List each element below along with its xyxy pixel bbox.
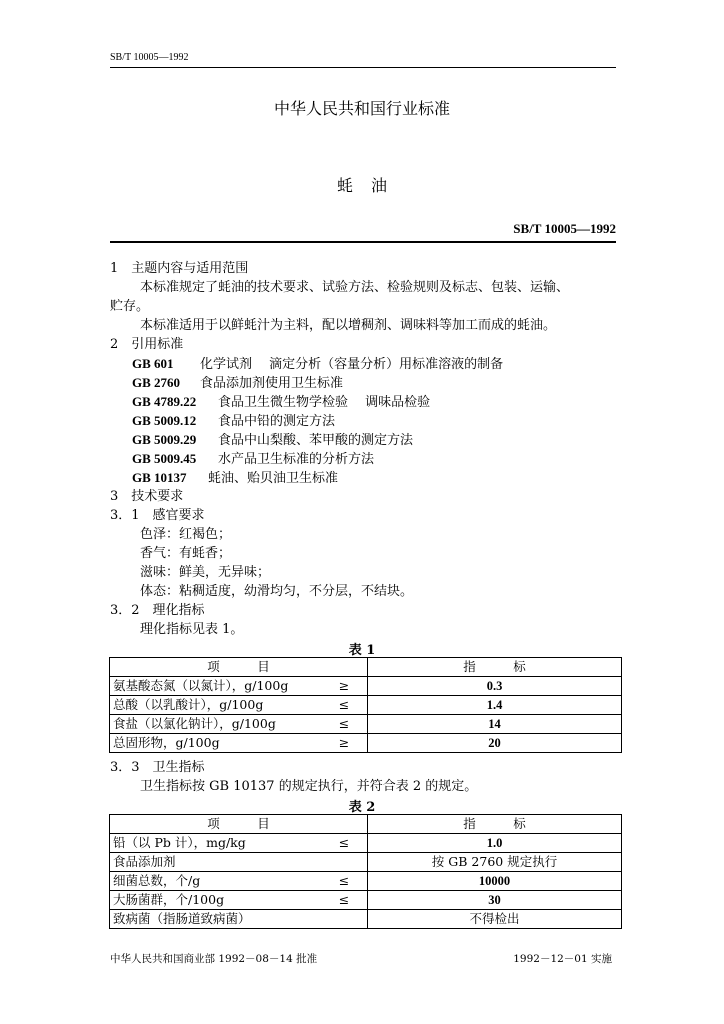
standard-org-title: 中华人民共和国行业标准 [273,99,450,118]
table-row [110,696,622,715]
row-item: 大肠菌群，个/100g [110,891,322,910]
row-value: 不得检出 [368,910,622,929]
table-2-caption: 表 2 [348,800,376,815]
row-value: 10000 [368,872,622,891]
standard-code: SB/T 10005—1992 [513,221,616,236]
row-value: 按 GB 2760 规定执行 [368,853,622,872]
ref-code: GB 4789.22 [132,394,197,409]
row-item: 总固形物，g/100g [110,734,322,753]
footer-approval: 中华人民共和国商业部 1992－08－14 批准 [110,953,318,965]
ref-code: GB 2760 [132,375,181,390]
ref-code: GB 5009.45 [132,451,197,466]
row-value: 30 [368,891,622,910]
row-operator [321,853,368,872]
running-header-code: SB/T 10005—1992 [110,52,189,63]
table-row [110,853,622,872]
ref-item [132,392,430,412]
row-value: 20 [368,734,622,753]
sensory-item: 香气：有蚝香； [140,546,232,561]
ref-item [132,449,374,469]
section-3-title: 3 技术要求 [110,489,184,504]
ref-item [132,430,413,450]
table-header-item: 项 目 [110,815,368,834]
table-header-item: 项 目 [110,658,368,677]
row-operator: ≤ [321,891,368,910]
row-item: 总酸（以乳酸计），g/100g [110,696,322,715]
ref-code: GB 10137 [132,470,187,485]
table-header-row [110,815,622,834]
section-3-2-title: 3．2 理化指标 [110,603,205,618]
table-row [110,891,622,910]
footer-effective: 1992－12－01 实施 [513,953,612,965]
row-value: 1.0 [368,834,622,853]
row-operator: ≤ [321,715,368,734]
row-operator: ≥ [321,677,368,696]
section-1-para-1b: 贮存。 [110,299,150,314]
ref-text: 食品添加剂使用卫生标准 [200,376,344,391]
ref-text: 化学试剂 滴定分析（容量分析）用标准溶液的制备 [200,357,504,372]
row-value: 1.4 [368,696,622,715]
table-header-value: 指 标 [368,815,622,834]
header-rule [110,67,616,68]
ref-code: GB 5009.29 [132,432,197,447]
row-item: 氨基酸态氮（以氮计），g/100g [110,677,322,696]
section-3-3-text: 卫生指标按 GB 10137 的规定执行，并符合表 2 的规定。 [140,779,478,794]
table-row [110,715,622,734]
table-row [110,677,622,696]
table-row [110,834,622,853]
section-1-para-1a: 本标准规定了蚝油的技术要求、试验方法、检验规则及标志、包装、运输、 [140,280,570,295]
row-item: 食品添加剂 [110,853,322,872]
section-1-para-2: 本标准适用于以鲜蚝汁为主料，配以增稠剂、调味料等加工而成的蚝油。 [140,318,557,333]
table-1-caption: 表 1 [348,643,376,658]
row-item: 铅（以 Pb 计），mg/kg [110,834,322,853]
standard-name: 蚝油 [336,176,405,195]
ref-text: 蚝油、贻贝油卫生标准 [208,471,339,486]
ref-text: 食品中铅的测定方法 [218,414,336,429]
table-1 [109,657,622,753]
table-row [110,910,622,929]
section-3-3-title: 3．3 卫生指标 [110,760,205,775]
sensory-item: 色泽：红褐色； [140,527,232,542]
sensory-item: 体态：粘稠适度，幼滑均匀，不分层，不结块。 [140,584,414,599]
ref-item [132,373,343,393]
row-item: 细菌总数，个/g [110,872,322,891]
row-value: 0.3 [368,677,622,696]
table-header-row [110,658,622,677]
table-row [110,872,622,891]
table-header-value: 指 标 [368,658,622,677]
row-operator: ≤ [321,834,368,853]
row-operator: ≥ [321,734,368,753]
ref-text: 食品卫生微生物学检验 调味品检验 [218,395,431,410]
title-rule [110,241,616,243]
row-item: 食盐（以氯化钠计），g/100g [110,715,322,734]
section-3-2-text: 理化指标见表 1。 [140,622,244,637]
ref-item [132,468,338,488]
row-operator [321,910,368,929]
ref-code: GB 5009.12 [132,413,197,428]
table-row [110,734,622,753]
table-2 [109,814,622,929]
ref-item [132,411,335,431]
ref-text: 食品中山梨酸、苯甲酸的测定方法 [218,433,414,448]
row-item: 致病菌（指肠道致病菌） [110,910,322,929]
row-operator: ≤ [321,872,368,891]
section-2-title: 2 引用标准 [110,337,184,352]
row-value: 14 [368,715,622,734]
section-3-1-title: 3．1 感官要求 [110,508,205,523]
ref-code: GB 601 [132,356,174,371]
ref-text: 水产品卫生标准的分析方法 [218,452,375,467]
sensory-item: 滋味：鲜美，无异味； [140,565,271,580]
row-operator: ≤ [321,696,368,715]
section-1-title: 1 主题内容与适用范围 [110,261,249,276]
ref-item [132,354,503,374]
